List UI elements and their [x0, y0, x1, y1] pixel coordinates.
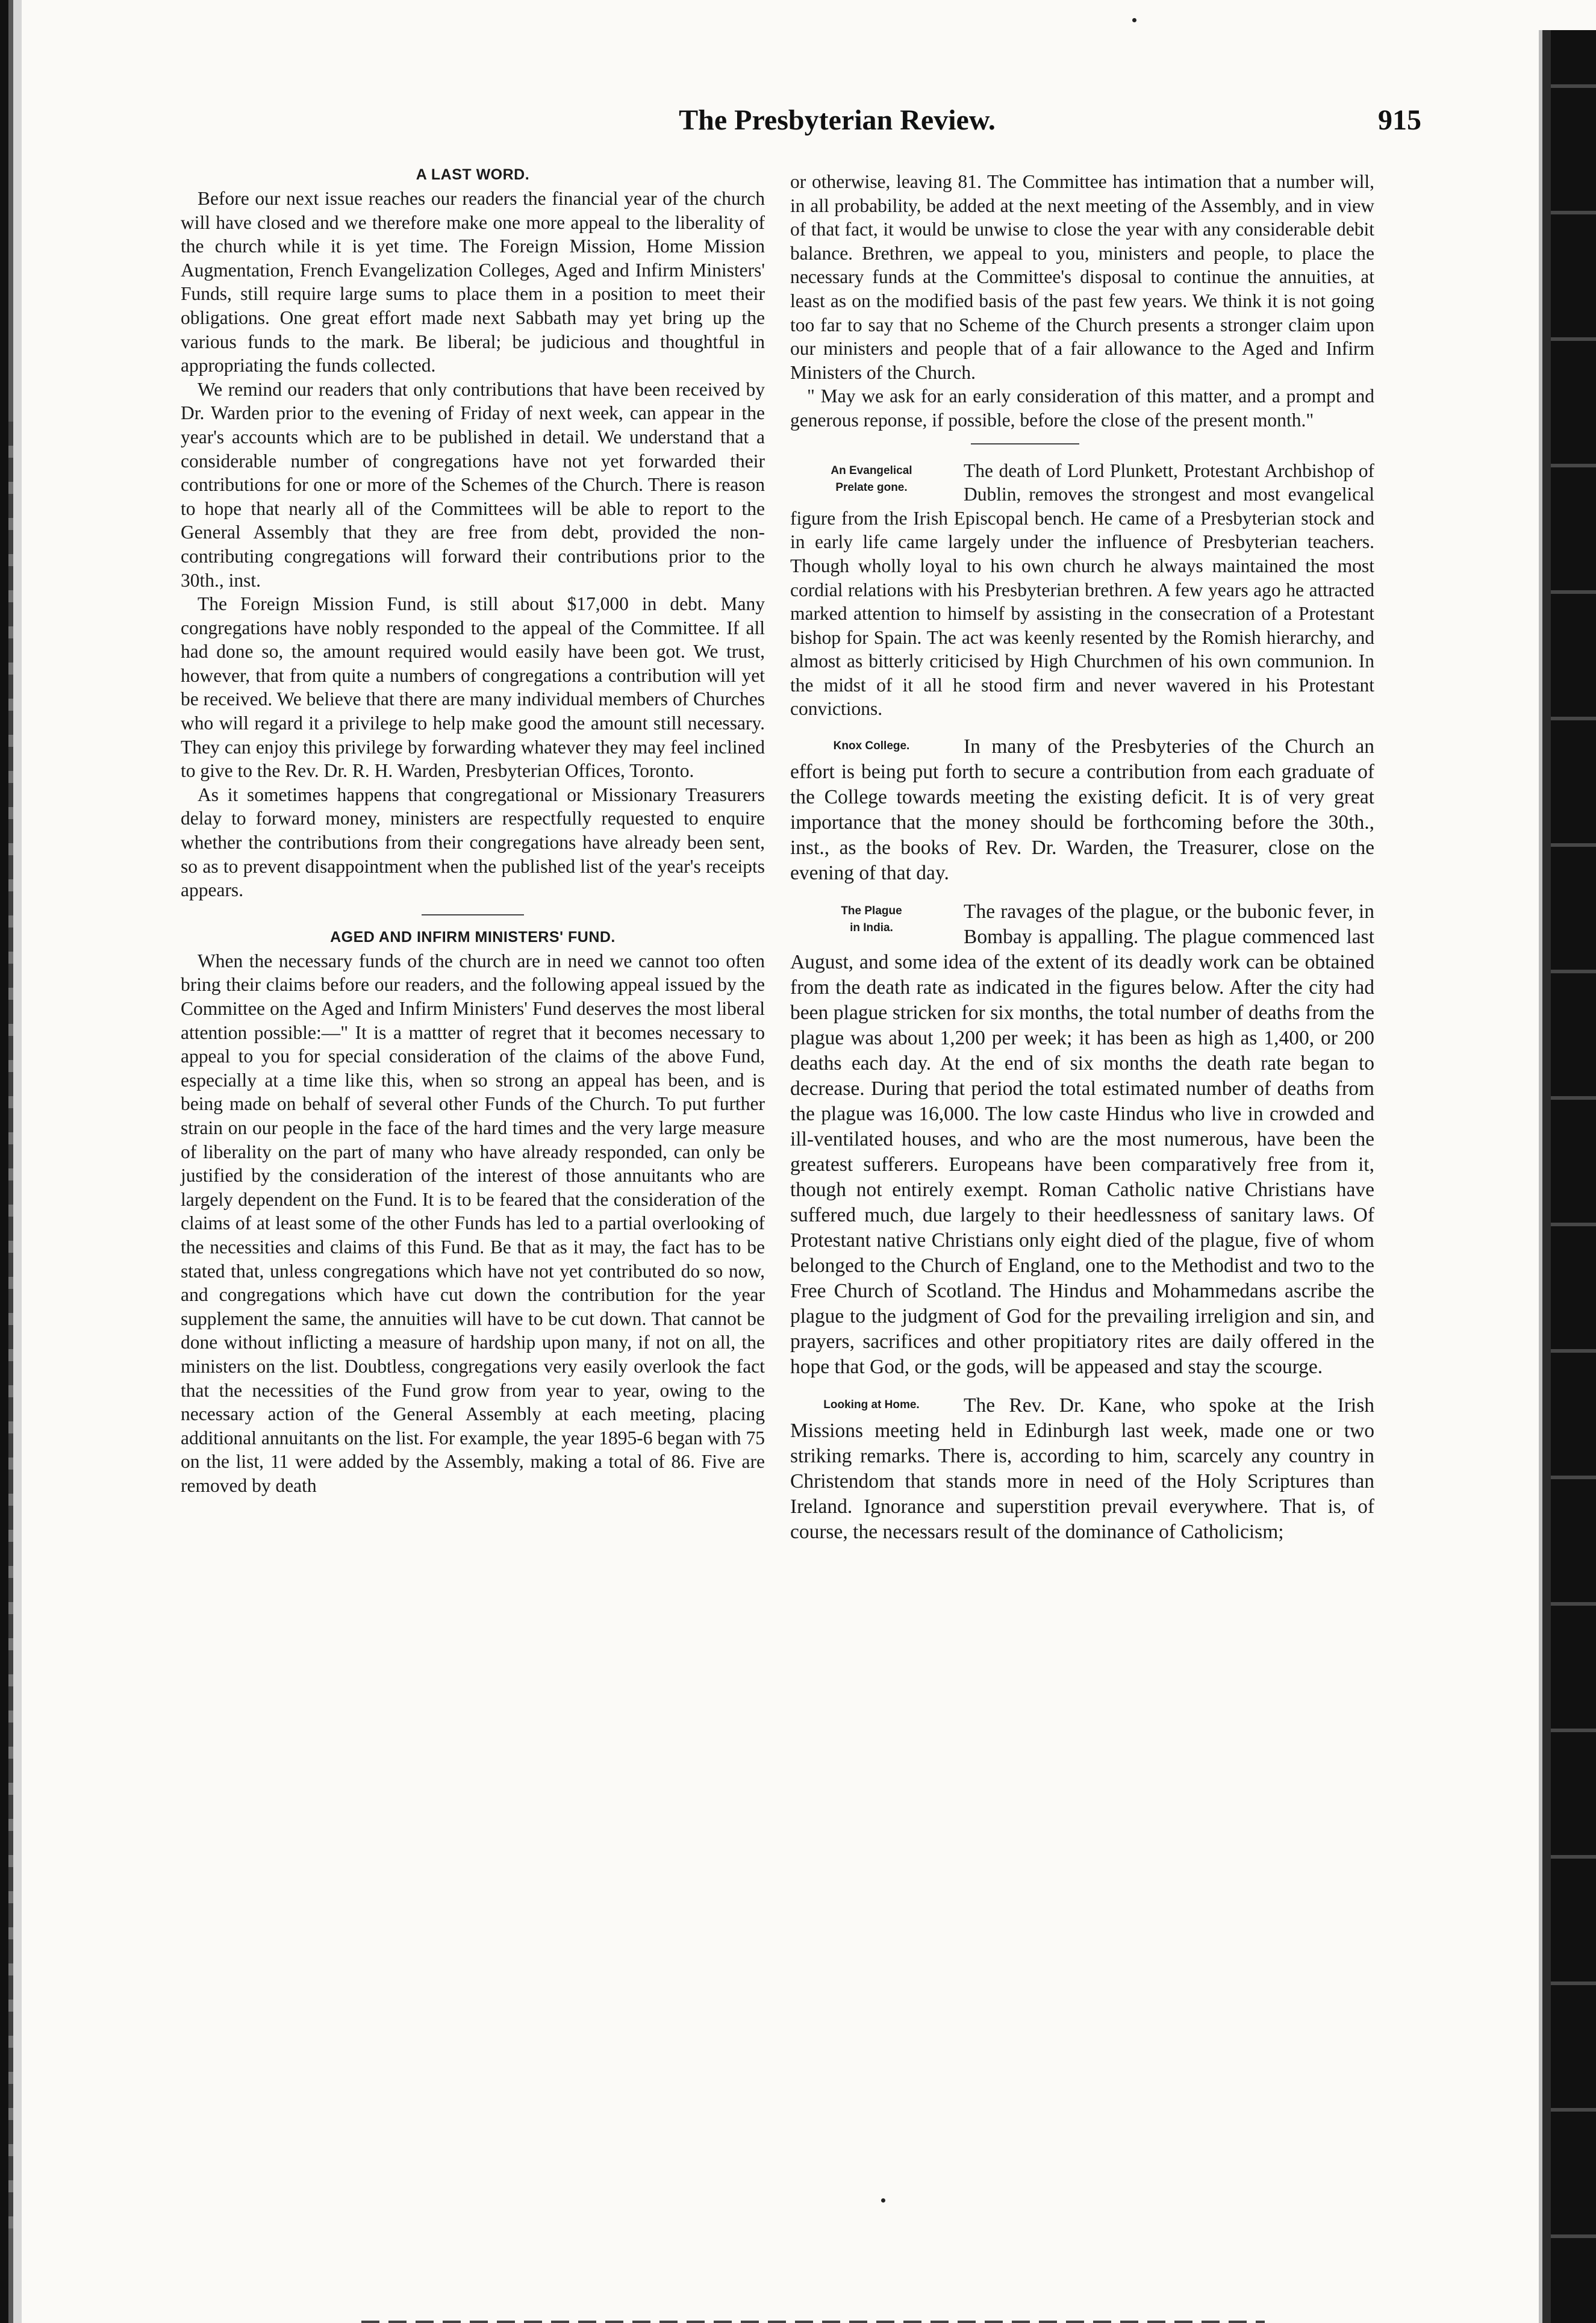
note-text: The Rev. Dr. Kane, who spoke at the Irish Missions meeting held in Edinburgh last week, made one or two striking remarks. There is, according to him, scarcely any country in Christendom that stands more in need of the Holy Scriptures than Ireland. Ignorance and superstition prevail everywhere. That is, of course, the necessars result of the dominance of Catholicism; [790, 1394, 1374, 1544]
scan-edge-bottom [361, 2321, 1265, 2323]
scan-edge-right-speckle [1551, 30, 1596, 2323]
scan-speck [881, 2198, 885, 2203]
side-heading: Knox College. [833, 740, 910, 753]
article-paragraph-continued: or otherwise, leaving 81. The Committee has intimation that a number will, in all probability, be added at the next meeting of the Assembly, and in view of that fact, it would be unwise to close the year with any considerable debit balance. Brethren, we appeal to you, ministers and people, to place the necessary funds at the Committee's disposal to continue the annuities, at least as on the modified basis of the past few years. We think it is not going too far to say that no Scheme of the Church presents a stronger claim upon our ministers and people that of a fair allowance to the Aged and Infirm Ministers of the Church. [790, 171, 1374, 383]
section-divider [971, 443, 1079, 444]
side-heading: Looking at Home. [823, 1398, 920, 1412]
section-divider [422, 914, 524, 915]
article-paragraph: The Foreign Mission Fund, is still about $17,000 in debt. Many congregations have nobly responded to the appeal of the Committee. If all had done so, the amount required would easily have been got. We trust, however, that from quite a numbers of congregations a contribution will yet be received. We believe that there are many individual members of Churches who will regard it a privilege to help make good the amount still necessary. They can enjoy this privilege by forwarding whatever they may feel inclined to give to the Rev. Dr. R. H. Warden, Presbyterian Offices, Toronto. [181, 593, 765, 782]
note-looking-at-home [790, 1393, 1374, 1545]
note-plague-india [790, 899, 1374, 1380]
article-heading-last-word: A LAST WORD. [416, 166, 530, 183]
left-column [181, 164, 765, 1497]
article-paragraph: As it sometimes happens that congregational or Missionary Treasurers delay to forward money, ministers are respectfully requested to enquire whether the contributions from their congregations have already been sent, so as to prevent disappointment when the published list of the year's receipts appears. [181, 784, 765, 901]
article-paragraph: Before our next issue reaches our readers the financial year of the church will have closed and we therefore make one more appeal to the liberality of the church while it is yet time. The Foreign Mission, Home Mission Augmentation, French Evangelization Colleges, Aged and Infirm Ministers' Funds, still require large sums to place them in a position to meet their obligations. One great effort made next Sabbath may yet bring up the various funds to the mark. Be liberal; be judicious and thoughtful in appropriating the funds collected. [181, 188, 765, 376]
note-text: In many of the Presbyteries of the Church an effort is being put forth to secure a contribution from each graduate of the College towards meeting the existing deficit. It is of very great importance that the money should be forthcoming before the 30th., inst., as the books of Rev. Dr. Warden, the Treasurer, close on the evening of that day. [790, 735, 1374, 885]
note-text: The death of Lord Plunkett, Protestant Archbishop of Dublin, removes the strongest and most evangelical figure from the Irish Episcopal bench. He came of a Presbyterian stock and in early life came largely under the influence of Presbyterian teachers. Though wholly loyal to his own church he always maintained the most cordial relations with his Presbyterian brethren. A few years ago he attracted marked attention to himself by assisting in the consecration of a Protestant bishop for Spain. The act was keenly resented by the Romish hierarchy, and almost as bitterly criticised by High Churchmen of his own communion. In the midst of it all he stood firm and never wavered in his Protestant convictions. [790, 460, 1374, 720]
scan-binding-shadow [8, 422, 13, 2228]
article-paragraph: " May we ask for an early consideration of this matter, and a prompt and generous reponse, if possible, before the close of the present month." [790, 385, 1374, 431]
article-paragraph: We remind our readers that only contributions that have been received by Dr. Warden prior to the evening of Friday of next week, can appear in the year's accounts which are to be published in detail. We understand that a considerable number of congregations have not yet forwarded their contributions for one or more of the Schemes of the Church. There is reason to hope that nearly all of the Committees will be able to report to the General Assembly that they are free from debt, provided the non-contributing congregations will forward their contributions prior to the 30th., inst. [181, 378, 765, 591]
scan-speck [1132, 18, 1136, 22]
note-text: The ravages of the plague, or the bubonic fever, in Bombay is appalling. The plague commenced last August, and some idea of the extent of its deadly work can be obtained from the death rate as indicated in the figures below. After the city had been plague stricken for six months, the total number of deaths from the plague was about 1,200 per week; it has been as high as 1,400, or 200 deaths each day. At the end of six months the death rate began to decrease. During that period the total estimated number of deaths from the plague was 16,000. The low caste Hindus who live in crowded and ill-ventilated houses, and who are the most numerous, have been the greatest sufferers. Europeans have been comparatively free from it, though not entirely exempt. Roman Catholic native Christians have suffered much, due largely to their heedlessness of sanitary laws. Of Protestant native Christians only eight died of the plague, five of whom belonged to the Church of England, one to the Methodist and two to the Free Church of Scotland. The Hindus and Mohammedans ascribe the plague to the judgment of God for the prevailing irreligion and sin, and prayers, sacrifices and other propitiatory rites are daily offered in the hope that God, or the gods, will be appeased and stay the scourge. [790, 900, 1374, 1379]
article-paragraph: When the necessary funds of the church are in need we cannot too often bring their claims before our readers, and the following appeal issued by the Committee on the Aged and Infirm Ministers' Fund deserves the most liberal attention possible:—" It is a mattter of regret that it becomes necessary to appeal to you for special consideration of the claims of the above Fund, especially at a time like this, when so strong an appeal has been, and is being made on behalf of several other Funds of the Church. To put further strain on our people in the face of the hard times and the very large measure of liberality on the part of many who have already responded, can only be justified by the consideration of the interest of those annuitants who are largely dependent on the Fund. It is to be feared that the consideration of the claims of at least some of the other Funds has led to a partial overlooking of the necessities and claims of this Fund. Be that as it may, the fact has to be stated that, unless congregations which have not yet contributed do so now, and congregations which have cut down the contribution for the year supplement the same, the annuities will have to be cut down. That cannot be done without inflicting a measure of hardship upon many, if not on all, the ministers on the list. Doubtless, congregations very easily overlook the fact that the necessities of the Fund grow from year to year, owing to the necessary action of the General Assembly at each meeting, placing additional annuitants on the list. For example, the year 1895-6 began with 75 on the list, 11 were added by the Assembly, making a total of 86. Five are removed by death [181, 950, 765, 1496]
side-heading: The Plague in India. [841, 905, 902, 935]
note-evangelical-prelate [790, 459, 1374, 722]
note-knox-college [790, 734, 1374, 886]
article-heading-aged-fund: AGED AND INFIRM MINISTERS' FUND. [330, 928, 616, 946]
side-heading: An Evangelical Prelate gone. [831, 464, 912, 494]
right-column [790, 170, 1374, 1545]
page-number: 915 [1378, 104, 1421, 136]
running-title: The Presbyterian Review. [679, 104, 996, 136]
